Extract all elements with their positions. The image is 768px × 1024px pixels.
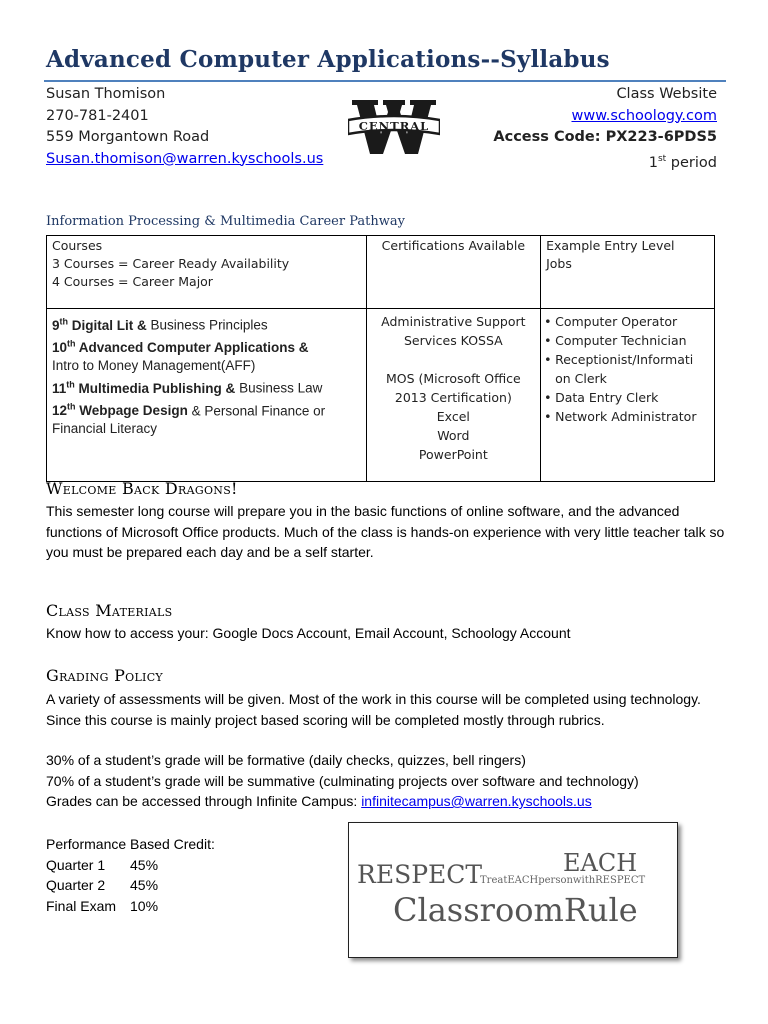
grading-text: A variety of assessments will be given. Most of the work in this course will be completed using technology. Since this course is mainly project based scoring will be completed mostly through rubrics.: [46, 691, 701, 728]
website-link[interactable]: www.schoology.com: [571, 107, 717, 124]
grading-heading: Grading Policy: [46, 666, 163, 685]
infinite-campus-link[interactable]: infinitecampus@warren.kyschools.us: [361, 793, 592, 809]
jobs-list: [543, 312, 709, 426]
list-item: • Network Administrator: [555, 407, 709, 426]
page-title: Advanced Computer Applications--Syllabus: [46, 46, 610, 73]
list-item: • Computer Technician: [555, 331, 709, 350]
course-line: 12th Webpage Design & Personal Finance or: [52, 401, 326, 418]
list-item: Quarter 2 45%: [46, 877, 159, 893]
list-item: Quarter 1 45%: [46, 856, 159, 873]
welcome-text: This semester long course will prepare you in the basic functions of online software, and the advanced functions of Microsoft Office products. Much of the class is hands-on experience with very little teacher talk so you must be prepared each day and be a self starter.: [46, 503, 725, 560]
list-item: • Receptionist/Informati on Clerk: [555, 350, 709, 388]
teacher-email-link[interactable]: Susan.thomison@warren.kyschools.us: [46, 150, 324, 167]
welcome-heading: Welcome Back Dragons!: [46, 479, 238, 498]
pathway-title: Information Processing & Multimedia Career Pathway: [46, 214, 405, 229]
wordcloud-each: EACH: [563, 849, 638, 877]
teacher-contact: [46, 84, 323, 170]
central-w-logo: [348, 96, 440, 158]
wordcloud-respect: RESPECT: [357, 860, 483, 889]
pathway-table: [46, 235, 715, 482]
access-code: Access Code: PX223-6PDS5: [493, 129, 717, 145]
wordcloud-treat: TreatEACHpersonwithRESPECT: [480, 875, 646, 886]
list-item: Final Exam 10%: [46, 897, 159, 914]
jobs-header-cell: Example Entry Level Jobs: [541, 236, 715, 309]
class-info: [493, 84, 717, 174]
list-item: • Computer Operator: [555, 312, 709, 331]
grading-summative: 70% of a student’s grade will be summative (culminating projects over software and technology): [46, 773, 639, 789]
table-row: [47, 236, 715, 309]
jobs-cell: [541, 309, 715, 482]
course-line: 10th Advanced Computer Applications &: [52, 338, 309, 355]
logo-text: CENTRAL: [358, 119, 430, 133]
grading-formative: 30% of a student’s grade will be formative (daily checks, quizzes, bell ringers): [46, 752, 526, 768]
table-row: [47, 309, 715, 482]
title-divider: [44, 80, 726, 82]
performance-credit: [46, 834, 215, 916]
course-line: Financial Literacy: [52, 421, 158, 436]
list-item: • Data Entry Clerk: [555, 388, 709, 407]
course-line: Intro to Money Management(AFF): [52, 358, 256, 373]
website-label: Class Website: [616, 86, 717, 102]
wordcloud-rule: ClassroomRule: [393, 891, 638, 929]
certifications-cell: Administrative Support Services KOSSA MOS (Microsoft Office 2013 Certification) Excel Word PowerPoint: [366, 309, 540, 482]
course-line: 11th Multimedia Publishing & Business Law: [52, 379, 323, 396]
certifications-header-cell: Certifications Available: [366, 236, 540, 309]
courses-cell: [47, 309, 367, 482]
teacher-phone: 270-781-2401: [46, 107, 149, 124]
classroom-rule-wordcloud: [348, 822, 678, 958]
credit-heading: Performance Based Credit:: [46, 836, 215, 852]
class-period: 1st period: [648, 153, 717, 171]
grading-campus: Grades can be accessed through Infinite Campus: infinitecampus@warren.kyschools.us: [46, 793, 592, 809]
materials-heading: Class Materials: [46, 601, 173, 620]
teacher-address: 559 Morgantown Road: [46, 129, 210, 145]
teacher-name: Susan Thomison: [46, 86, 166, 102]
materials-text: Know how to access your: Google Docs Account, Email Account, Schoology Account: [46, 625, 571, 641]
courses-header-cell: Courses 3 Courses = Career Ready Availability 4 Courses = Career Major: [47, 236, 367, 309]
course-line: 9th Digital Lit & Business Principles: [52, 316, 268, 333]
